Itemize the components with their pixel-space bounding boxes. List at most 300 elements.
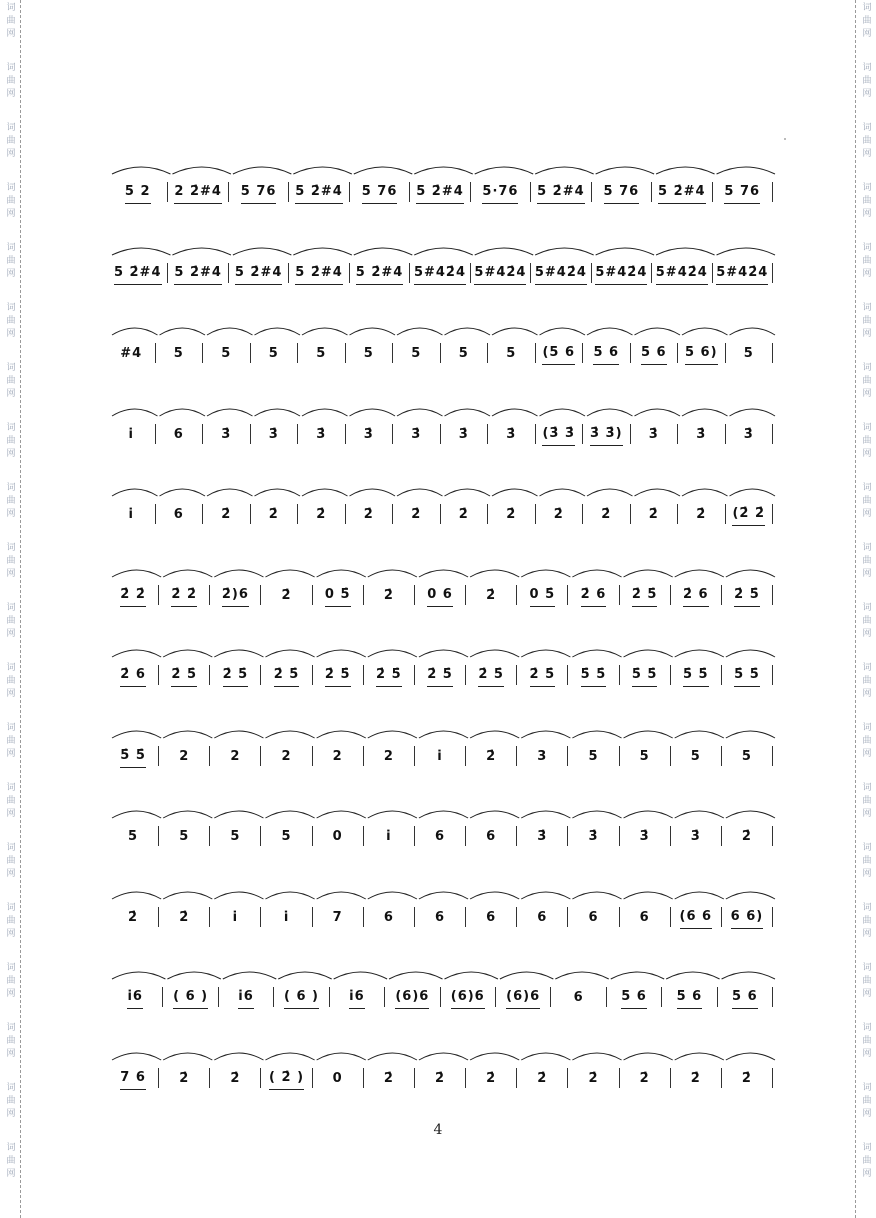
measure-notes: 2̇: [434, 1070, 446, 1086]
watermark-group: [3, 902, 19, 941]
measure-notes: 3̇: [363, 426, 374, 442]
watermark-char: 曲: [862, 1036, 872, 1046]
watermark-char: 词: [6, 363, 16, 373]
measure-notes: 6: [383, 909, 394, 925]
measure: [210, 1060, 260, 1090]
watermark-char: 词: [6, 423, 16, 433]
measure-row: [108, 973, 773, 1009]
watermark-char: 词: [862, 1143, 872, 1153]
watermark-char: 词: [862, 963, 872, 973]
measure: [718, 979, 772, 1009]
measure-notes: 2̇ 5̇: [530, 667, 556, 687]
watermark-char: 词: [862, 1023, 872, 1033]
watermark-group: [859, 422, 875, 461]
watermark-char: 曲: [6, 316, 16, 326]
measure: [313, 577, 363, 607]
measure-row: [108, 571, 773, 607]
measure-notes: 2̇: [221, 507, 232, 522]
measure: [108, 416, 155, 446]
measure-notes: i̇6: [127, 989, 143, 1009]
watermark-group: [859, 62, 875, 101]
measure: [251, 496, 298, 526]
measure-notes: 2̇ 2̇: [120, 587, 146, 607]
watermark-char: 网: [6, 329, 16, 339]
watermark-char: 词: [862, 783, 872, 793]
measure: [496, 979, 550, 1009]
measure-notes: 2̇)6: [222, 587, 249, 607]
measure-notes: (6)6: [506, 989, 540, 1009]
measure-notes: 2̇ 6: [120, 667, 146, 687]
watermark-char: 网: [862, 869, 872, 879]
measure-notes: 7: [332, 909, 343, 925]
measure-notes: i̇: [437, 748, 443, 764]
watermark-group: [3, 782, 19, 821]
measure: [298, 416, 345, 446]
watermark-char: 曲: [862, 256, 872, 266]
measure: [531, 255, 590, 285]
measure: [159, 818, 209, 848]
measure-notes: 5#42̇4: [414, 265, 466, 285]
measure: [298, 335, 345, 365]
measure: [393, 496, 440, 526]
measure-notes: 5̇ 5̇: [734, 667, 760, 687]
watermark-char: 曲: [862, 1096, 872, 1106]
measure: [313, 899, 363, 929]
measure: [620, 818, 670, 848]
measure-notes: 6: [434, 909, 446, 925]
watermark-char: 网: [862, 509, 872, 519]
watermark-char: 曲: [6, 916, 16, 926]
watermark-char: 网: [862, 1169, 872, 1179]
measure: [536, 416, 583, 446]
measure: [488, 335, 535, 365]
measure: [108, 577, 158, 607]
measure-notes: (5 6: [542, 345, 575, 365]
watermark-group: [3, 62, 19, 101]
measure: [350, 174, 409, 204]
watermark-char: 网: [6, 509, 16, 519]
watermark-char: 网: [6, 749, 16, 759]
measure-notes: 5 6): [685, 345, 718, 365]
measure-notes: 5̇ 5̇: [632, 667, 658, 687]
measure-notes: 2̇ 6: [683, 587, 709, 607]
measure-row: [108, 329, 773, 365]
measure-row: [108, 651, 773, 687]
watermark-char: 网: [6, 569, 16, 579]
measure-notes: 2̇: [486, 1070, 497, 1086]
measure-notes: 2̇: [486, 587, 497, 603]
measure: [620, 899, 670, 929]
measure-notes: 5: [588, 748, 599, 764]
watermark-char: 词: [6, 1023, 16, 1033]
watermark-char: 曲: [862, 316, 872, 326]
watermark-group: [859, 1082, 875, 1121]
watermark-char: 曲: [6, 976, 16, 986]
score-line: [108, 875, 773, 935]
watermark-group: [859, 602, 875, 641]
measure: [568, 818, 618, 848]
measure: [274, 979, 328, 1009]
measure-notes: 2̇: [179, 1070, 190, 1086]
measure-notes: 2̇ 5̇: [632, 587, 658, 607]
measure-notes: 7 6: [120, 1070, 146, 1090]
measure: [415, 577, 465, 607]
measure-notes: 5#42̇4: [716, 265, 768, 285]
measure-notes: i̇6: [349, 989, 365, 1009]
measure: [108, 335, 155, 365]
watermark-group: [3, 602, 19, 641]
measure: [466, 657, 516, 687]
measure-notes: 0: [332, 1070, 343, 1086]
watermark-char: 词: [862, 483, 872, 493]
watermark-char: 词: [6, 1143, 16, 1153]
measure-row: [108, 249, 773, 285]
measure: [568, 899, 618, 929]
barline: [772, 504, 773, 524]
barline: [772, 907, 773, 927]
measure: [203, 335, 250, 365]
watermark-char: 网: [862, 269, 872, 279]
measure-notes: 3̇: [506, 426, 517, 442]
watermark-group: [859, 962, 875, 1001]
watermark-char: 网: [6, 989, 16, 999]
watermark-char: 词: [6, 603, 16, 613]
watermark-group: [3, 2, 19, 41]
barline: [772, 182, 773, 202]
watermark-char: 网: [862, 389, 872, 399]
measure-notes: 2̇: [411, 507, 422, 522]
measure: [517, 818, 567, 848]
watermark-group: [859, 722, 875, 761]
watermark-char: 网: [6, 269, 16, 279]
measure-notes: 5: [316, 346, 327, 361]
watermark-char: 网: [6, 209, 16, 219]
watermark-char: 词: [6, 243, 16, 253]
watermark-char: 网: [6, 89, 16, 99]
measure-notes: 2̇: [741, 829, 752, 844]
measure: [671, 1060, 721, 1090]
barline: [772, 665, 773, 685]
score-line: [108, 1036, 773, 1096]
measure-notes: (6)6: [451, 989, 485, 1009]
watermark-char: 曲: [862, 856, 872, 866]
measure-notes: 3̇: [221, 426, 232, 442]
measure-notes: 0 5̇: [530, 587, 556, 607]
watermark-group: [859, 482, 875, 521]
measure-notes: 3̇: [696, 426, 707, 442]
watermark-char: 词: [6, 303, 16, 313]
measure-notes: 2̇: [316, 507, 327, 522]
measure-notes: 2̇: [281, 587, 292, 603]
measure: [652, 174, 711, 204]
measure-notes: 5 6: [641, 345, 667, 365]
score-line: [108, 714, 773, 774]
measure-notes: 2: [179, 748, 190, 764]
watermark-char: 曲: [6, 16, 16, 26]
measure: [488, 496, 535, 526]
measure-notes: 3: [537, 748, 548, 764]
measure-notes: 2̇: [268, 507, 279, 522]
measure-notes: 2̇: [601, 507, 612, 522]
watermark-char: 网: [862, 989, 872, 999]
measure: [415, 657, 465, 687]
watermark-char: 网: [6, 629, 16, 639]
watermark-char: 词: [862, 243, 872, 253]
watermark-char: 词: [862, 543, 872, 553]
measure-notes: 5 76: [241, 184, 277, 204]
measure-notes: 5 76: [724, 184, 760, 204]
measure: [261, 1060, 311, 1090]
right-dashed-border: [855, 0, 856, 1218]
watermark-char: 曲: [6, 496, 16, 506]
measure-notes: 2̇: [648, 507, 659, 522]
measure: [466, 1060, 516, 1090]
measure-notes: 6: [434, 829, 446, 844]
measure: [671, 899, 721, 929]
measure-row: [108, 1054, 773, 1090]
measure: [517, 1060, 567, 1090]
measure-notes: 3̇: [411, 426, 422, 442]
measure: [471, 174, 530, 204]
measure-row: [108, 168, 773, 204]
measure: [203, 416, 250, 446]
measure-notes: 3̇ 3̇): [590, 426, 623, 446]
watermark-char: 曲: [862, 916, 872, 926]
measure: [517, 738, 567, 768]
measure-notes: 5: [173, 346, 184, 361]
measure: [108, 818, 158, 848]
measure-notes: i̇: [128, 507, 134, 522]
measure-notes: 6: [573, 990, 584, 1005]
watermark-char: 网: [862, 89, 872, 99]
measure: [108, 899, 158, 929]
watermark-char: 词: [862, 303, 872, 313]
watermark-char: 网: [862, 329, 872, 339]
measure: [471, 255, 530, 285]
watermark-char: 网: [862, 209, 872, 219]
watermark-char: 网: [6, 929, 16, 939]
measure: [415, 738, 465, 768]
watermark-char: 网: [6, 809, 16, 819]
measure-notes: 5: [741, 748, 752, 764]
measure-notes: 5: [506, 346, 517, 361]
measure: [313, 738, 363, 768]
watermark-char: 词: [6, 123, 16, 133]
measure: [583, 496, 630, 526]
watermark-group: [859, 242, 875, 281]
measure: [531, 174, 590, 204]
measure: [229, 174, 288, 204]
measure-notes: 5 2̇#4: [537, 184, 585, 204]
measure: [466, 818, 516, 848]
measure: [108, 979, 162, 1009]
measure-notes: 2̇: [230, 1070, 241, 1086]
measure: [251, 335, 298, 365]
measure-notes: 2̇: [383, 587, 394, 603]
watermark-char: 词: [6, 783, 16, 793]
barline: [772, 424, 773, 444]
watermark-char: 词: [6, 963, 16, 973]
watermark-char: 曲: [862, 136, 872, 146]
watermark-char: 曲: [862, 676, 872, 686]
measure-notes: #4: [120, 346, 143, 361]
measure-notes: 5 2̇#4: [174, 265, 222, 285]
measure: [722, 1060, 772, 1090]
measure: [168, 255, 227, 285]
watermark-char: 曲: [862, 496, 872, 506]
measure-notes: 2̇ 6: [581, 587, 607, 607]
measure: [313, 818, 363, 848]
left-dashed-border: [20, 0, 21, 1218]
measure-notes: 2: [230, 748, 241, 764]
measure: [313, 1060, 363, 1090]
watermark-char: 词: [862, 663, 872, 673]
measure: [261, 657, 311, 687]
measure: [722, 577, 772, 607]
measure-notes: 5: [690, 748, 701, 764]
measure-notes: 2̇: [696, 507, 707, 522]
measure-notes: 2̇ 5̇: [274, 667, 300, 687]
measure-notes: 5: [179, 829, 190, 844]
measure-notes: 2̇: [588, 1070, 599, 1086]
watermark-char: 曲: [6, 1036, 16, 1046]
watermark-group: [3, 362, 19, 401]
measure: [159, 657, 209, 687]
measure-notes: 3̇: [458, 426, 469, 442]
measure-notes: i̇: [386, 829, 392, 844]
measure-notes: 5 2̇#4: [114, 265, 162, 285]
score-line: [108, 553, 773, 613]
measure-notes: 5: [639, 748, 650, 764]
measure-notes: 0: [332, 829, 343, 844]
watermark-char: 曲: [862, 556, 872, 566]
measure-notes: 6: [486, 829, 497, 844]
watermark-char: 曲: [862, 436, 872, 446]
measure-notes: 0 5̇: [325, 587, 351, 607]
watermark-group: [3, 842, 19, 881]
measure-notes: 5#42̇4: [535, 265, 587, 285]
measure: [671, 738, 721, 768]
watermark-char: 网: [862, 449, 872, 459]
watermark-group: [3, 1022, 19, 1061]
measure: [159, 899, 209, 929]
score-line: [108, 794, 773, 854]
measure: [364, 1060, 414, 1090]
measure: [583, 335, 630, 365]
measure-notes: (3̇ 3̇: [542, 426, 575, 446]
measure-notes: 2̇ 5̇: [171, 667, 197, 687]
page-number: 4: [433, 1122, 443, 1138]
watermark-char: 网: [862, 749, 872, 759]
measure: [726, 416, 773, 446]
measure-notes: 5 2̇#4: [295, 184, 343, 204]
barline: [772, 1068, 773, 1088]
measure: [568, 657, 618, 687]
measure-notes: 5 76: [604, 184, 640, 204]
watermark-char: 词: [862, 123, 872, 133]
watermark-group: [859, 122, 875, 161]
watermark-char: 词: [862, 423, 872, 433]
watermark-group: [3, 722, 19, 761]
measure-notes: 3̇: [588, 829, 599, 844]
measure: [415, 1060, 465, 1090]
score-line: [108, 231, 773, 291]
measure-notes: 5: [458, 346, 469, 361]
watermark-group: [3, 542, 19, 581]
measure: [410, 255, 469, 285]
watermark-group: [3, 1082, 19, 1121]
measure-notes: 2̇: [506, 507, 517, 522]
measure-notes: 2̇: [128, 909, 139, 925]
barline: [772, 263, 773, 283]
watermark-char: 网: [862, 149, 872, 159]
watermark-char: 词: [6, 843, 16, 853]
measure-notes: ( 6 ): [173, 989, 208, 1009]
measure: [210, 738, 260, 768]
measure-row: [108, 812, 773, 848]
measure: [722, 738, 772, 768]
watermark-group: [859, 362, 875, 401]
measure-notes: 5 2̇#4: [416, 184, 464, 204]
measure: [364, 657, 414, 687]
measure: [592, 255, 651, 285]
measure-notes: 2: [383, 748, 394, 764]
measure: [568, 1060, 618, 1090]
watermark-char: 曲: [862, 376, 872, 386]
measure-notes: 2̇: [179, 909, 190, 925]
watermark-char: 曲: [6, 376, 16, 386]
measure-row: [108, 410, 773, 446]
measure-notes: 2̇: [458, 507, 469, 522]
measure-notes: 2̇ 2̇: [171, 587, 197, 607]
measure-notes: 2̇ 5̇: [223, 667, 249, 687]
watermark-char: 词: [6, 3, 16, 13]
measure-notes: 2̇: [537, 1070, 548, 1086]
measure: [108, 657, 158, 687]
measure: [156, 335, 203, 365]
watermark-char: 曲: [862, 16, 872, 26]
measure: [108, 174, 167, 204]
watermark-char: 词: [862, 843, 872, 853]
measure-row: [108, 490, 773, 526]
measure-row: [108, 893, 773, 929]
watermark-char: 词: [6, 543, 16, 553]
measure-notes: 6: [639, 909, 650, 925]
measure-notes: 5̇ 5̇: [683, 667, 709, 687]
measure-notes: 5 76: [362, 184, 398, 204]
measure-notes: 5 2̇#4: [295, 265, 343, 285]
measure-notes: 2̇ 5̇: [427, 667, 453, 687]
measure-notes: 2 2̇#4: [174, 184, 222, 204]
measure-notes: 3̇: [639, 829, 650, 844]
measure-notes: 5: [268, 346, 279, 361]
watermark-group: [859, 662, 875, 701]
measure: [108, 1060, 158, 1090]
watermark-char: 曲: [6, 256, 16, 266]
measure: [466, 577, 516, 607]
measure: [261, 738, 311, 768]
watermark-group: [859, 542, 875, 581]
barline: [772, 746, 773, 766]
measure: [466, 738, 516, 768]
measure-notes: 0 6: [427, 587, 453, 607]
measure: [289, 174, 348, 204]
watermark-char: 网: [862, 929, 872, 939]
watermark-char: 网: [6, 29, 16, 39]
measure-notes: 3̇: [743, 426, 754, 442]
measure-notes: i̇: [128, 426, 134, 442]
measure-notes: 2: [332, 748, 343, 764]
